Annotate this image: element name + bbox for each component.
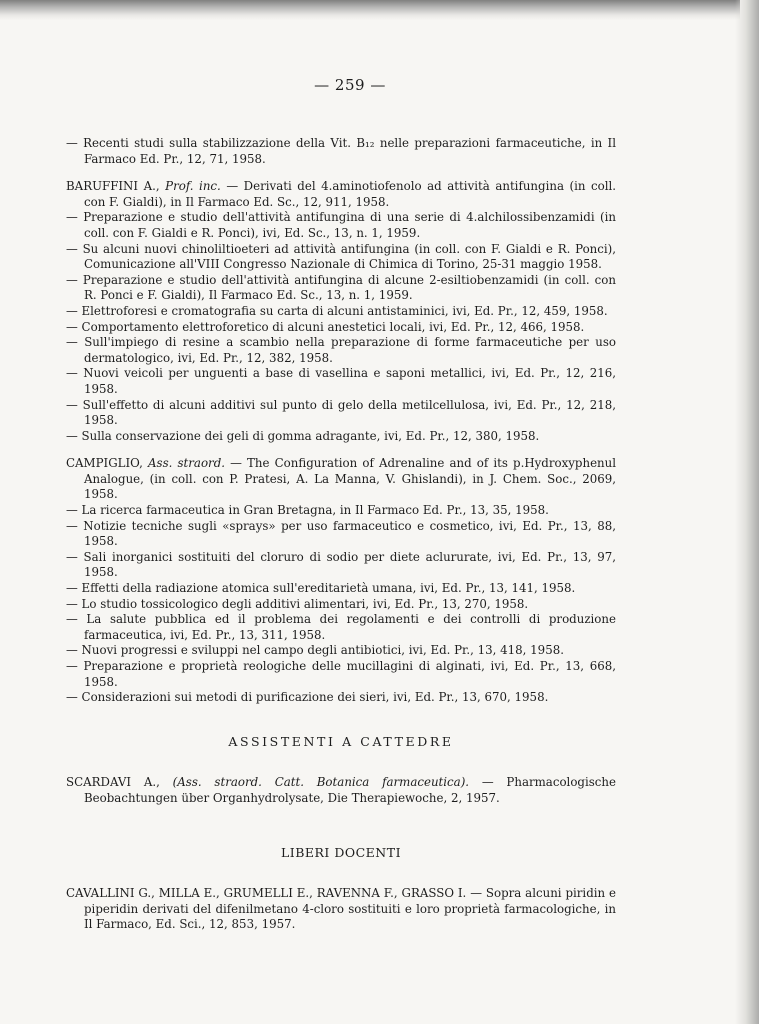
bibliography-entry: — Comportamento elettroforetico di alcuni anestetici locali, ivi, Ed. Pr., 12, 466, 1958.	[66, 319, 585, 334]
bibliography-entry: — Sulla conservazione dei geli di gomma adragante, ivi, Ed. Pr., 12, 380, 1958.	[66, 428, 540, 443]
entry-group-baruffini	[66, 179, 616, 444]
bibliography-entry: — Elettroforesi e cromatografia su carta di alcuni antistaminici, ivi, Ed. Pr., 12, 459, 1958.	[66, 303, 608, 318]
bibliography-entry: — Considerazioni sui metodi di purificazione dei sieri, ivi, Ed. Pr., 13, 670, 1958.	[66, 690, 549, 705]
author-lead-entry	[66, 179, 616, 210]
entry-text: — Pharmacologische Beobachtungen über Organhydrolysate, Die Therapiewoche, 2, 1957.	[84, 775, 616, 805]
entry-group-campiglio	[66, 456, 616, 706]
author-role: Ass. straord.	[148, 456, 226, 471]
bibliography-entry: — Sali inorganici sostituiti del cloruro di sodio per diete aclururate, ivi, Ed. Pr., 13, 97, 1958.	[66, 549, 616, 580]
bibliography-entry: — Notizie tecniche sugli «sprays» per uso farmaceutico e cosmetico, ivi, Ed. Pr., 13, 88, 1958.	[66, 518, 616, 549]
author-role: Prof. inc.	[165, 179, 221, 194]
bibliography-entry: — Preparazione e studio dell'attività antifungina di una serie di 4.alchilossibenzamidi (in coll. con F. Gialdi e R. Ponci), ivi, Ed. Sc., 13, n. 1, 1959.	[66, 210, 616, 240]
bibliography-entry: — Sull'effetto di alcuni additivi sul punto di gelo della metilcellulosa, ivi, Ed. Pr., 12, 218, 1958.	[66, 397, 616, 428]
section-heading-liberi-docenti: LIBERI DOCENTI	[280, 844, 402, 860]
author-name: SCARDAVI A.,	[66, 775, 160, 790]
bibliography-entry: — Nuovi progressi e sviluppi nel campo degli antibiotici, ivi, Ed. Pr., 13, 418, 1958.	[66, 643, 564, 658]
bibliography-entry: — La ricerca farmaceutica in Gran Bretagna, in Il Farmaco Ed. Pr., 13, 35, 1958.	[66, 503, 549, 518]
entry-text: — The Configuration of Adrenaline and of its p.Hydroxyphenul Analogue, (in coll. con P. Pratesi, A. La Manna, V. Ghislandi), in J. Chem. Soc., 2069, 1958.	[84, 456, 617, 502]
bibliography-entry: — La salute pubblica ed il problema dei regolamenti e dei controlli di produzione farmaceutica, ivi, Ed. Pr., 13, 311, 1958.	[66, 612, 616, 642]
scan-shadow-right	[735, 0, 759, 1024]
entry-group-recenti	[66, 136, 616, 167]
assistenti-entry	[66, 775, 616, 806]
page-number: — 259 —	[314, 76, 386, 94]
section-heading-assistenti: ASSISTENTI A CATTEDRE	[228, 733, 454, 749]
bibliography-entry: — Sull'impiego di resine a scambio nella preparazione di forme farmaceutiche per uso dermatologico, ivi, Ed. Pr., 12, 382, 1958.	[66, 335, 616, 365]
bibliography-entry: — Lo studio tossicologico degli additivi alimentari, ivi, Ed. Pr., 13, 270, 1958.	[66, 596, 529, 611]
bibliography-entry: — Recenti studi sulla stabilizzazione della Vit. B₁₂ nelle preparazioni farmaceutiche, in Il Farmaco Ed. Pr., 12, 71, 1958.	[66, 136, 616, 166]
author-lead-entry	[66, 456, 616, 503]
bibliography-entry: — Preparazione e proprietà reologiche delle mucillagini di alginati, ivi, Ed. Pr., 13, 668, 1958.	[66, 659, 616, 689]
bibliography-entry: — Nuovi veicoli per unguenti a base di vasellina e saponi metallici, ivi, Ed. Pr., 12, 216, 1958.	[66, 366, 616, 396]
bibliography-entry: — Su alcuni nuovi chinoliltioeteri ad attività antifungina (in coll. con F. Gialdi e R. Ponci), Comunicazione all'VIII Congresso Nazionale di Chimica di Torino, 25-31 maggio 1958.	[66, 241, 616, 272]
bibliography-entry: — Preparazione e studio dell'attività antifungina di alcune 2-esiltiobenzamidi (in coll. con R. Ponci e F. Gialdi), Il Farmaco Ed. Sc., 13, n. 1, 1959.	[66, 272, 616, 303]
document-body	[66, 136, 616, 933]
author-name: CAMPIGLIO,	[66, 456, 143, 471]
liberi-docenti-entry: CAVALLINI G., MILLA E., GRUMELLI E., RAVENNA F., GRASSO I. — Sopra alcuni piridin e piperidin derivati del difenilmetano 4-cloro sostituiti e loro proprietà farmacologiche, in Il Farmaco, Ed. Sci., 12, 853, 1957.	[66, 886, 616, 932]
author-name: BARUFFINI A.,	[66, 179, 160, 194]
bibliography-entry: — Effetti della radiazione atomica sull'ereditarietà umana, ivi, Ed. Pr., 13, 141, 1958.	[66, 581, 576, 596]
entry-text: — Derivati del 4.aminotiofenolo ad attività antifungina (in coll. con F. Gialdi), in Il Farmaco Ed. Sc., 12, 911, 1958.	[84, 179, 617, 209]
author-role: (Ass. straord. Catt. Botanica farmaceutica).	[172, 775, 470, 790]
scan-shadow-top	[0, 0, 740, 20]
